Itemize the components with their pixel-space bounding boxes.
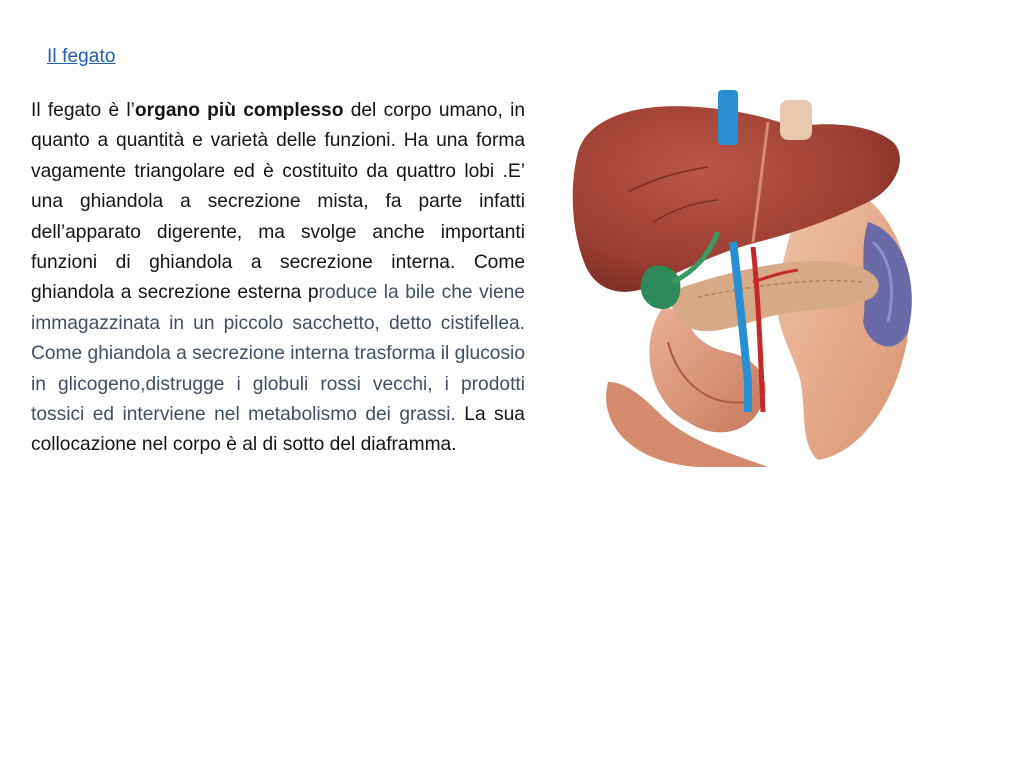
liver-anatomy-illustration — [568, 82, 918, 467]
desc-bile-functions: roduce la bile che viene immagazzinata in un piccolo sacchetto, detto cistifellea. Come ghiandola a secrezione interna trasforma il glucosio in glicogeno,distrugge i globuli rossi vecchi, i prodotti tossici ed interviene nel metabolismo dei grassi. — [31, 282, 525, 426]
desc-emphasis: organo più complesso — [134, 100, 344, 121]
vena-cava — [718, 90, 738, 145]
desc-part-3: del corpo umano, in quanto a quantità e varietà delle funzioni. Ha una forma vagamente triangolare ed è costituito da quattro lobi .E’ una ghiandola a secrezione mista, fa parte infatti dell’apparato digerente, ma svolge anche importanti funzioni di ghiandola a secrezione interna. Come ghiandola a secrezione esterna p — [31, 100, 525, 304]
aorta — [780, 100, 812, 140]
liver-description — [31, 96, 525, 461]
desc-location: La sua collocazione nel corpo è al di sotto del diaframma. — [31, 404, 525, 456]
liver-anatomy-svg — [568, 82, 918, 467]
gallbladder-shape — [641, 265, 681, 309]
slide-title-link[interactable]: Il fegato — [47, 46, 116, 67]
desc-part-1: Il fegato è l’ — [31, 100, 135, 121]
